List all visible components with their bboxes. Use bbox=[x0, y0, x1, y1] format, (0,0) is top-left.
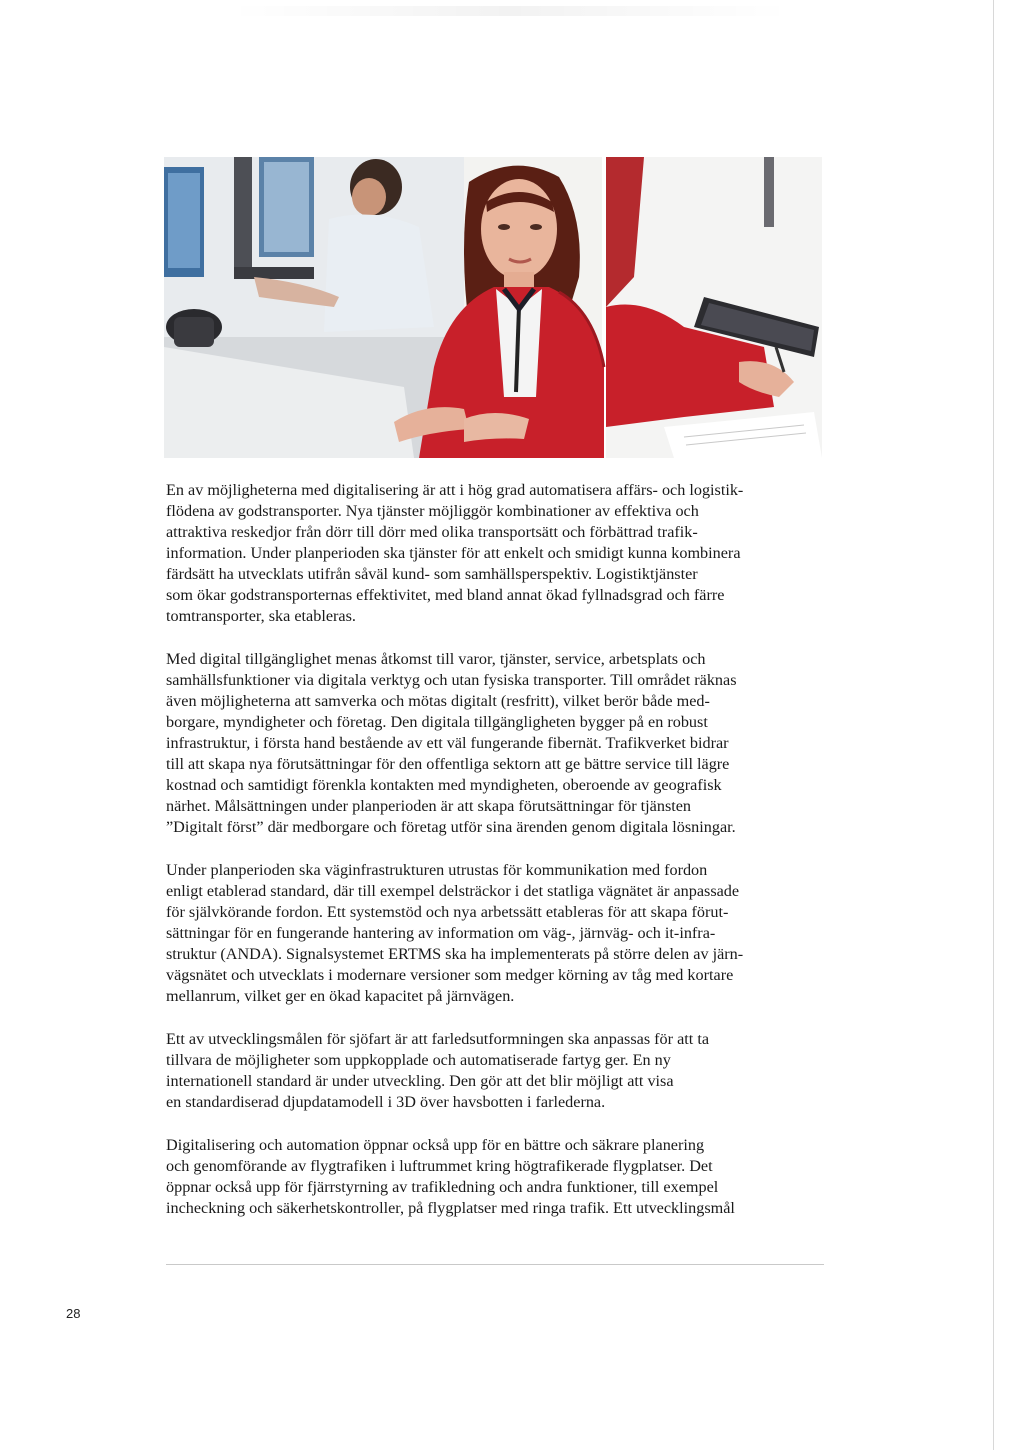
scan-edge-line bbox=[993, 0, 994, 1450]
paragraph-5: Digitalisering och automation öppnar också upp för en bättre och säkrare planering och genomförande av flygtrafiken i luftrummet kring högtrafikerade flygplatser. Det öppnar också upp för fjärrstyrning av trafikledning och andra funktioner, till exempel incheckning och säkerhetskontroller, på flygplatser med ringa trafik. Ett utvecklingsmål bbox=[166, 1136, 735, 1217]
office-photo-illustration bbox=[164, 157, 822, 458]
scan-smudge bbox=[230, 6, 790, 16]
body-text bbox=[166, 480, 826, 1241]
paragraph-1: En av möjligheterna med digitalisering är att i hög grad automatisera affärs- och logistik- flödena av godstransporter. Nya tjänster möjliggör kombinationer av effektiva och attraktiva reskedjor från dörr till dörr med olika transportsätt och förbättrad trafik- information. Under planperioden ska tjänster för att enkelt och smidigt kunna kombinera färdsätt ha utvecklats utifrån såväl kund- som samhällsperspektiv. Logistiktjänster som ökar godstransporternas effektivitet, med bland annat ökad fyllnadsgrad och färre tomtransporter, ska etableras. bbox=[166, 481, 744, 625]
paragraph-3: Under planperioden ska väginfrastrukturen utrustas för kommunikation med fordon enligt etablerad standard, där till exempel delsträckor i det statliga vägnätet är anpassade för självkörande fordon. Ett systemstöd och nya arbetssätt etableras för att skapa förut- sättningar för en fungerande hantering av information om väg-, järnväg- och it-infra- struktur (ANDA). Signalsystemet ERTMS ska ha implementerats på större delen av järn- vägsnätet och utvecklats i modernare versioner som medger körning av tåg med kortare mellanrum, vilket ger en ökad kapacitet på järnvägen. bbox=[166, 861, 744, 1005]
footer-rule bbox=[166, 1264, 824, 1265]
office-photo bbox=[164, 157, 822, 458]
page-number: 28 bbox=[66, 1306, 81, 1321]
paragraph-4: Ett av utvecklingsmålen för sjöfart är att farledsutformningen ska anpassas för att ta tillvara de möjligheter som uppkopplade och automatiserade fartyg ger. En ny internationell standard är under utveckling. Den gör att det blir möjligt att visa en standardiserad djupdatamodell i 3D över havsbotten i farlederna. bbox=[166, 1030, 710, 1111]
paragraph-2: Med digital tillgänglighet menas åtkomst till varor, tjänster, service, arbetsplats och samhällsfunktioner via digitala verktyg och utan fysiska transporter. Till området räknas även möjligheterna att samverka och mötas digitalt (resfritt), vilket berör både med- borgare, myndigheter och företag. Den digitala tillgängligheten bygger på en robust infrastruktur, i första hand bestående av ett väl fungerande fibernät. Trafikverket bidrar till att skapa nya förutsättningar för den offentliga sektorn att ge bättre service till lägre kostnad och samtidigt förenkla kontakten med myndigheten, oberoende av geografisk närhet. Målsättningen under planperioden är att skapa förutsättningar för tjänsten ”Digitalt först” där medborgare och företag utför sina ärenden genom digitala lösningar. bbox=[166, 650, 737, 836]
